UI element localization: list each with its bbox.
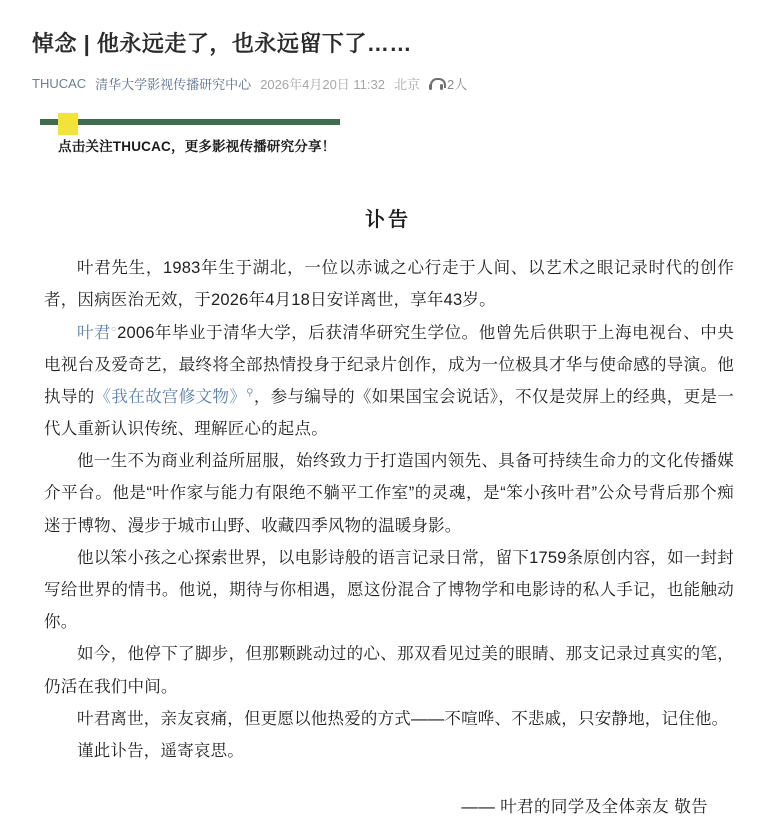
publish-date: 2026年4月20日 11:32	[260, 77, 385, 93]
paragraph-1: 叶君先生，1983年生于湖北，一位以赤诚之心行走于人间、以艺术之眼记录时代的创作者，因病医治无效，于2026年4月18日安详离世，享年43岁。	[44, 259, 734, 310]
paragraph-5: 如今，他停下了脚步，但那颗跳动过的心、那双看见过美的眼睛、那支记录过真实的笔，仍活在我们中间。	[44, 645, 734, 696]
paragraph-2-tail: ，参与编导的《如果国宝会说话》，不仅是荧屏上的经典，更是一代人重新认识传统、理解匠心的起点。	[44, 387, 734, 439]
listen-count-group[interactable]	[429, 74, 467, 93]
search-mark-icon: ○	[111, 323, 118, 334]
account-abbr[interactable]: THUCAC	[32, 76, 87, 92]
banner-accent-square	[58, 113, 78, 135]
notice-title: 讣告	[365, 209, 411, 232]
publish-location: 北京	[393, 77, 420, 93]
paragraph-4: 他以笨小孩之心探索世界，以电影诗般的语言记录日常，留下1759条原创内容，如一封封写给世界的情书。他说，期待与你相遇，愿这份混合了博物学和电影诗的私人手记，也能触动你。	[44, 548, 734, 632]
account-name[interactable]: 清华大学影视传播研究中心	[95, 77, 252, 93]
signature: —— 叶君的同学及全体亲友 敬告	[461, 798, 708, 817]
person-link[interactable]: 叶君	[77, 323, 112, 342]
article-meta	[20, 74, 756, 93]
banner-bar	[40, 119, 340, 125]
paragraph-2	[44, 317, 734, 446]
paragraph-3: 他一生不为商业利益所屈服，始终致力于打造国内领先、具备可持续生命力的文化传播媒介平台。他是“叶作家与能力有限绝不躺平工作室”的灵魂，是“笨小孩叶君”公众号背后那个痴迷于博物、漫步于城市山野、收藏四季风物的温暖身影。	[44, 452, 734, 535]
paragraph-2-text: 2006年毕业于清华大学，后获清华研究生学位。他曾先后供职于上海电视台、中央电视台及爱奇艺，最终将全部热情投身于纪录片创作，成为一位极具才华与使命感的导演。他执导的	[44, 323, 734, 406]
page-title: 悼念 | 他永远走了，也永远留下了……	[32, 30, 412, 56]
banner-text: 点击关注THUCAC，更多影视传播研究分享！	[58, 139, 336, 155]
follow-banner[interactable]	[40, 119, 360, 169]
headphone-icon	[429, 78, 443, 90]
search-icon: ⚲	[246, 387, 254, 399]
work-link[interactable]: 《我在故宫修文物》	[94, 387, 247, 406]
article-page	[0, 15, 776, 817]
listen-count-label: 2人	[447, 77, 468, 93]
paragraph-6: 叶君离世，亲友哀痛，但更愿以他热爱的方式——不喧哗、不悲戚，只安静地，记住他。	[77, 709, 729, 728]
article-body	[20, 252, 756, 817]
paragraph-7: 谨此讣告，遥寄哀思。	[77, 741, 244, 760]
